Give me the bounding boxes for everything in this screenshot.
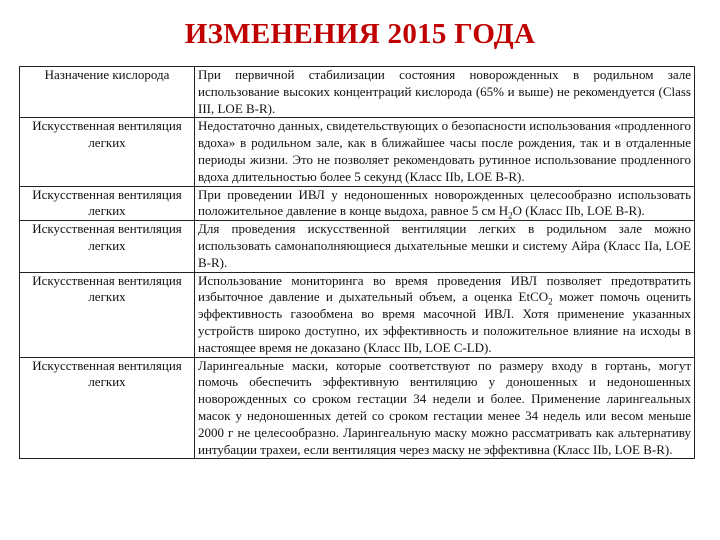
row-label: Искусственная вентиляция легких — [20, 221, 195, 272]
table-row — [20, 272, 695, 357]
subscript: 2 — [508, 210, 513, 221]
table-row — [20, 221, 695, 272]
slide-title: ИЗМЕНЕНИЯ 2015 ГОДА — [184, 18, 536, 50]
text-part: При проведении ИВЛ у недоношенных новорожденных целесообразно использовать положительное давление в конце выдоха, равное 5 см H — [198, 186, 691, 219]
row-label: Искусственная вентиляция легких — [20, 118, 195, 186]
table-row — [20, 357, 695, 459]
changes-table — [19, 66, 695, 459]
table-row — [20, 67, 695, 118]
row-text — [195, 186, 695, 221]
text-part: O (Класс IIb, LOE B-R). — [512, 203, 645, 219]
row-text: Недостаточно данных, свидетельствующих о безопасности использования «продленного вдоха» в родильном зале, как в ближайшее часы после рождения, так и в отдаленные периоды жизни. Это не позволяет рекомендовать рутинное использование продленного вдоха длительностью более 5 секунд (Класс IIb, LOE B-R). — [195, 118, 695, 186]
row-text: Ларингеальные маски, которые соответствуют по размеру входу в гортань, могут помочь обеспечить эффективную вентиляцию у доношенных и недоношенных новорожденных со сроком гестации 34 недели и более. Применение ларингеальных масок у недоношенных детей со сроком гестации менее 34 недель или весом меньше 2000 г не целесообразно. Ларингеальную маску можно рассматривать как альтернативу интубации трахеи, если вентиляция через маску не эффективна (Класс IIb, LOE B-R). — [195, 357, 695, 459]
row-label: Искусственная вентиляция легких — [20, 186, 195, 221]
row-text — [195, 272, 695, 357]
row-label: Искусственная вентиляция легких — [20, 272, 195, 357]
text-part: Использование мониторинга во время проведения ИВЛ позволяет предотвратить избыточное давление и дыхательный объем, а оценка EtCO — [198, 272, 691, 305]
row-text: При первичной стабилизации состояния новорожденных в родильном зале использование высоких концентраций кислорода (65% и выше) не рекомендуется (Class III, LOE B-R). — [195, 67, 695, 118]
row-text: Для проведения искусственной вентиляции легких в родильном зале можно использовать самонаполняющиеся дыхательные мешки и систему Айра (Класс IIa, LOE B-R). — [195, 221, 695, 272]
table-row — [20, 186, 695, 221]
row-label: Назначение кислорода — [20, 67, 195, 118]
table-row — [20, 118, 695, 186]
row-label: Искусственная вентиляция легких — [20, 357, 195, 459]
text-part: может помочь оценить эффективность газообмена во время масочной ИВЛ. Хотя применение указанных устройств широко доступно, их эффективность и положительное влияние на исходы в настоящее время не доказано (Класс IIb, LOE C-LD). — [198, 289, 692, 355]
subscript: 2 — [548, 296, 553, 307]
